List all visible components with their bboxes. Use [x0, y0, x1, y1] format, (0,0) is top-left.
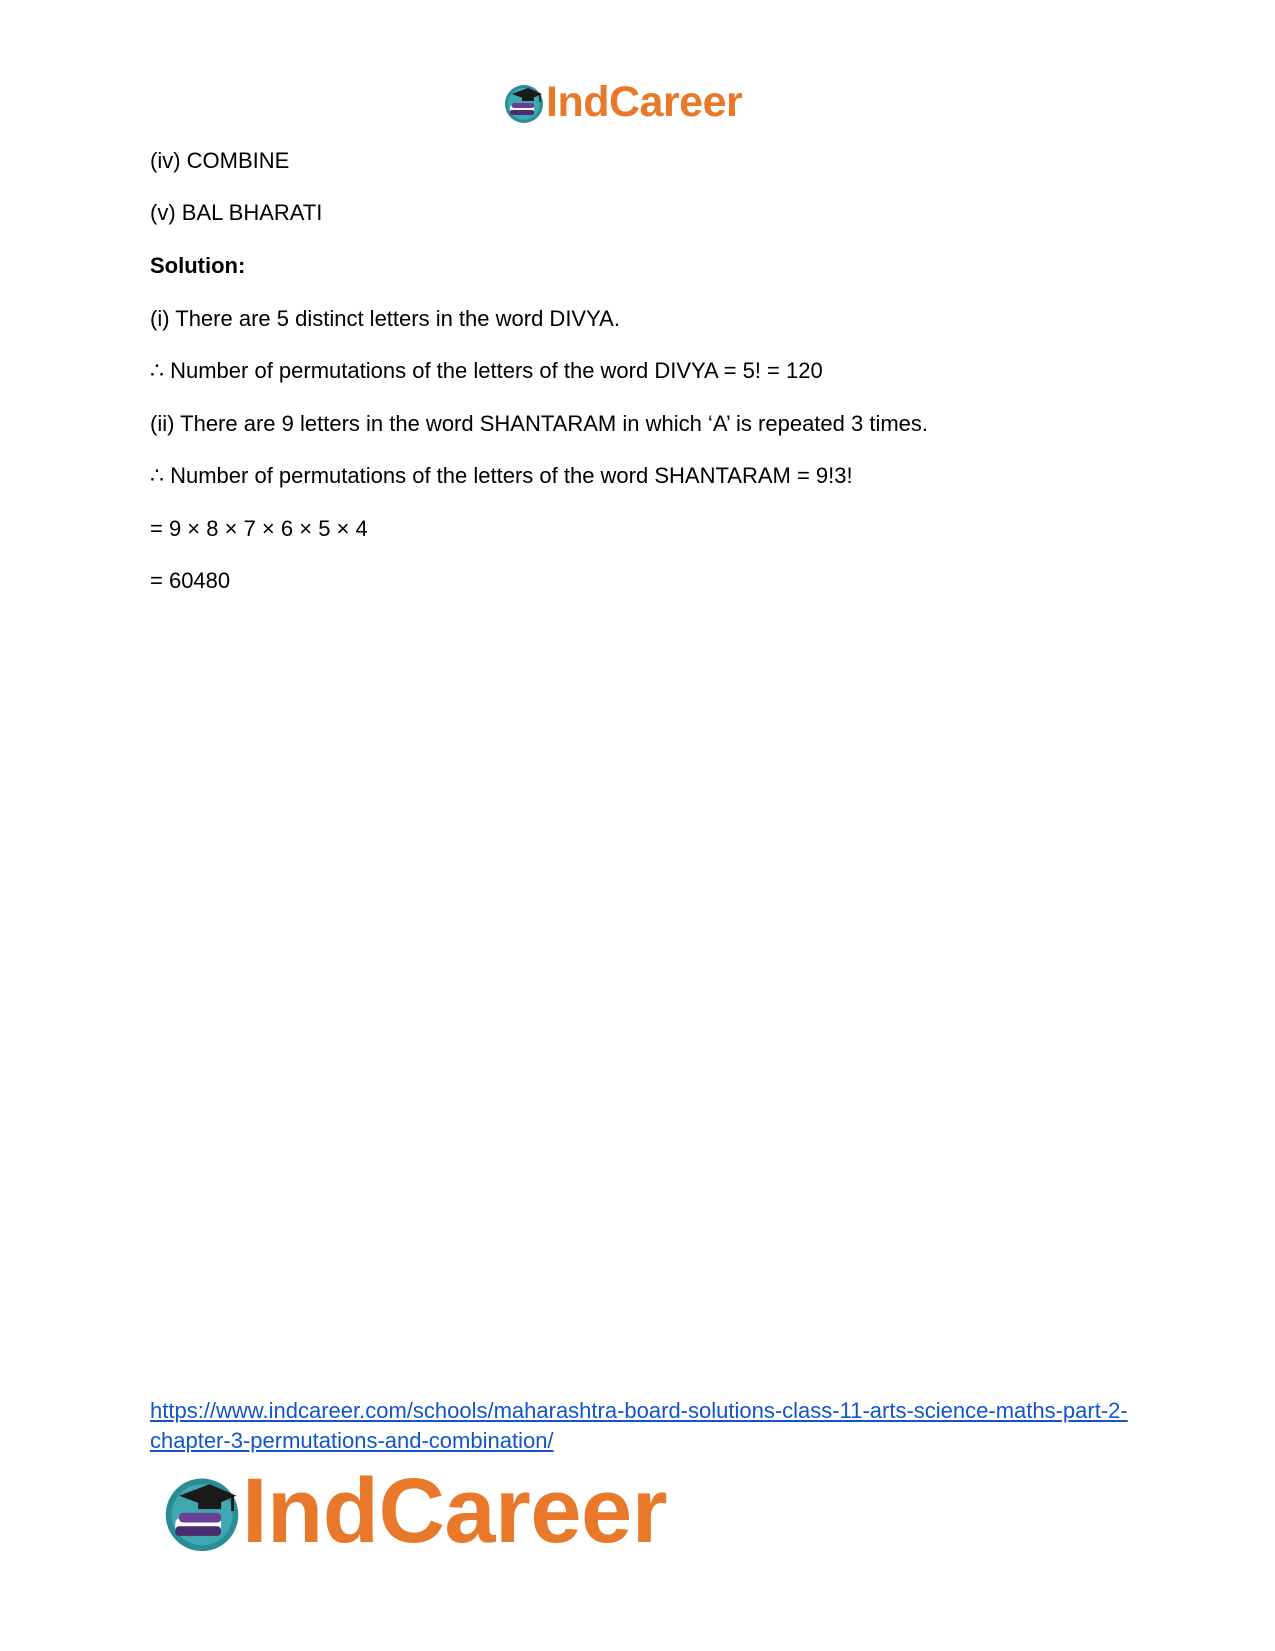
- question-item-iv: (iv) COMBINE: [150, 148, 290, 173]
- graduation-globe-icon: [502, 80, 546, 124]
- solution-part-ii-answer: = 60480: [150, 568, 231, 593]
- solution-part-ii: (ii) There are 9 letters in the word SHANTARAM in which ‘A’ is repeated 3 times.: [150, 411, 929, 436]
- question-item-v: (v) BAL BHARATI: [150, 200, 323, 225]
- logo-wordmark: IndCareer: [242, 1460, 667, 1562]
- footer-logo: [160, 1460, 667, 1562]
- solution-part-ii-formula: ∴ Number of permutations of the letters of the word SHANTARAM = 9!3!: [150, 463, 853, 488]
- solution-heading: Solution:: [150, 253, 246, 278]
- logo-wordmark: IndCareer: [546, 78, 743, 126]
- header-logo: [502, 80, 742, 124]
- solution-part-i-result: ∴ Number of permutations of the letters of the word DIVYA = 5! = 120: [150, 358, 823, 383]
- source-url-link[interactable]: https://www.indcareer.com/schools/maharashtra-board-solutions-class-11-arts-science-maths-part-2-chapter-3-permutations-and-combination/: [150, 1398, 1128, 1453]
- graduation-globe-icon: [160, 1469, 244, 1553]
- footer-link-block: [150, 1396, 1130, 1456]
- solution-part-ii-expansion: = 9 × 8 × 7 × 6 × 5 × 4: [150, 516, 368, 541]
- solution-part-i: (i) There are 5 distinct letters in the word DIVYA.: [150, 306, 620, 331]
